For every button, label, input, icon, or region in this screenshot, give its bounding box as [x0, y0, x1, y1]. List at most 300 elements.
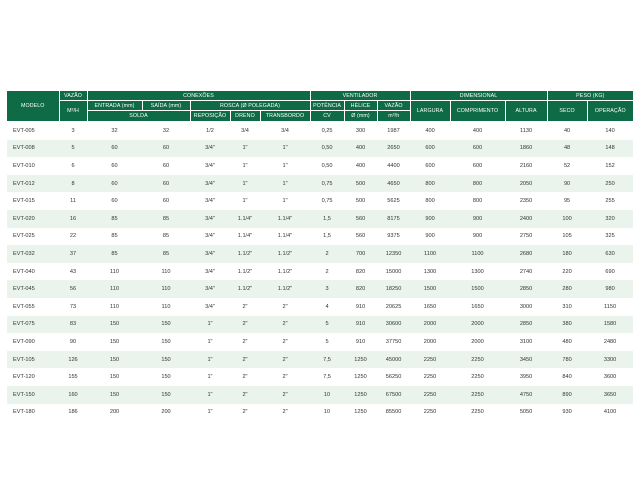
- table-cell: 3/4: [260, 122, 310, 140]
- header-modelo: MODELO: [7, 91, 59, 122]
- table-cell: 0,25: [310, 122, 344, 140]
- table-cell: 3/4": [190, 210, 230, 228]
- header-reposicao: REPOSIÇÃO: [190, 111, 230, 122]
- model-cell: EVT-010: [7, 157, 59, 175]
- table-cell: 2650: [377, 140, 410, 158]
- table-cell: 700: [344, 245, 377, 263]
- table-cell: 2250: [450, 368, 505, 386]
- table-cell: 5050: [505, 404, 547, 422]
- table-cell: 150: [87, 333, 142, 351]
- table-cell: 73: [59, 298, 87, 316]
- table-cell: 7,5: [310, 351, 344, 369]
- table-cell: 800: [450, 192, 505, 210]
- table-cell: 2000: [410, 333, 450, 351]
- table-cell: 150: [87, 316, 142, 334]
- table-cell: 250: [587, 175, 633, 193]
- table-cell: 900: [450, 228, 505, 246]
- header-dimensional: DIMENSIONAL: [410, 91, 547, 101]
- header-seco: SECO: [547, 101, 587, 122]
- header-ventilador: VENTILADOR: [310, 91, 410, 101]
- table-cell: 152: [587, 157, 633, 175]
- table-cell: 2": [230, 386, 260, 404]
- table-cell: 800: [450, 175, 505, 193]
- table-cell: 150: [87, 351, 142, 369]
- table-cell: 1.1/4": [230, 210, 260, 228]
- table-cell: 9375: [377, 228, 410, 246]
- table-cell: 1,5: [310, 228, 344, 246]
- table-cell: 4100: [587, 404, 633, 422]
- table-row: [7, 175, 633, 193]
- table-cell: 3: [59, 122, 87, 140]
- table-cell: 150: [142, 333, 190, 351]
- table-cell: 5: [310, 333, 344, 351]
- table-cell: 85: [142, 228, 190, 246]
- table-cell: 95: [547, 192, 587, 210]
- header-largura: LARGURA: [410, 101, 450, 122]
- table-cell: 2": [260, 351, 310, 369]
- table-cell: 1": [190, 316, 230, 334]
- table-cell: 48: [547, 140, 587, 158]
- table-header: [7, 91, 633, 122]
- table-cell: 85: [87, 210, 142, 228]
- table-cell: 2": [230, 404, 260, 422]
- table-body: [7, 122, 633, 422]
- table-cell: 280: [547, 280, 587, 298]
- table-cell: 2": [260, 404, 310, 422]
- header-transbordo: TRANSBORDO: [260, 111, 310, 122]
- table-cell: 2": [260, 368, 310, 386]
- table-cell: 1,5: [310, 210, 344, 228]
- table-cell: 1": [230, 175, 260, 193]
- table-cell: 1.1/4": [260, 228, 310, 246]
- model-cell: EVT-032: [7, 245, 59, 263]
- table-cell: 3: [310, 280, 344, 298]
- table-cell: 56250: [377, 368, 410, 386]
- table-cell: 1.1/2": [260, 245, 310, 263]
- table-cell: 890: [547, 386, 587, 404]
- table-cell: 45000: [377, 351, 410, 369]
- table-cell: 11: [59, 192, 87, 210]
- table-cell: 186: [59, 404, 87, 422]
- table-cell: 1130: [505, 122, 547, 140]
- table-cell: 2250: [450, 351, 505, 369]
- model-cell: EVT-090: [7, 333, 59, 351]
- table-cell: 90: [59, 333, 87, 351]
- table-cell: 110: [87, 298, 142, 316]
- table-row: [7, 386, 633, 404]
- header-comprimento: COMPRIMENTO: [450, 101, 505, 122]
- table-cell: 930: [547, 404, 587, 422]
- table-cell: 32: [87, 122, 142, 140]
- table-cell: 1": [230, 140, 260, 158]
- header-saida: SAÍDA (mm): [142, 101, 190, 111]
- table-cell: 56: [59, 280, 87, 298]
- table-cell: 600: [450, 157, 505, 175]
- table-cell: 110: [142, 280, 190, 298]
- header-altura: ALTURA: [505, 101, 547, 122]
- table-cell: 3/4": [190, 263, 230, 281]
- table-cell: 4650: [377, 175, 410, 193]
- table-cell: 3/4": [190, 157, 230, 175]
- table-cell: 3650: [587, 386, 633, 404]
- table-cell: 83: [59, 316, 87, 334]
- table-cell: 4400: [377, 157, 410, 175]
- header-rosca: ROSCA (Ø POLEGADA): [190, 101, 310, 111]
- table-cell: 85: [142, 245, 190, 263]
- table-cell: 43: [59, 263, 87, 281]
- table-cell: 0,75: [310, 175, 344, 193]
- table-cell: 480: [547, 333, 587, 351]
- table-cell: 8: [59, 175, 87, 193]
- table-cell: 1": [190, 404, 230, 422]
- header-solda: SOLDA: [87, 111, 190, 122]
- table-cell: 690: [587, 263, 633, 281]
- table-cell: 500: [344, 175, 377, 193]
- table-cell: 1.1/2": [260, 263, 310, 281]
- table-cell: 2250: [410, 404, 450, 422]
- table-cell: 3/4": [190, 228, 230, 246]
- header-helice: HÉLICE: [344, 101, 377, 111]
- table-cell: 2680: [505, 245, 547, 263]
- table-cell: 2250: [450, 404, 505, 422]
- table-cell: 2": [260, 386, 310, 404]
- table-cell: 2": [260, 333, 310, 351]
- table-cell: 110: [87, 263, 142, 281]
- table-row: [7, 333, 633, 351]
- table-cell: 60: [87, 175, 142, 193]
- table-cell: 2": [230, 368, 260, 386]
- table-cell: 60: [142, 175, 190, 193]
- table-cell: 2350: [505, 192, 547, 210]
- table-cell: 0,75: [310, 192, 344, 210]
- table-cell: 1": [230, 192, 260, 210]
- table-cell: 150: [87, 368, 142, 386]
- table-cell: 37: [59, 245, 87, 263]
- model-cell: EVT-015: [7, 192, 59, 210]
- table-cell: 2: [310, 263, 344, 281]
- table-cell: 400: [344, 140, 377, 158]
- table-cell: 220: [547, 263, 587, 281]
- table-cell: 140: [587, 122, 633, 140]
- table-cell: 2000: [410, 316, 450, 334]
- table-cell: 3/4": [190, 192, 230, 210]
- table-cell: 2250: [410, 368, 450, 386]
- table-cell: 1": [260, 140, 310, 158]
- model-cell: EVT-105: [7, 351, 59, 369]
- specifications-table: [7, 91, 633, 421]
- table-cell: 3450: [505, 351, 547, 369]
- table-cell: 380: [547, 316, 587, 334]
- table-cell: 2000: [450, 333, 505, 351]
- table-cell: 600: [410, 140, 450, 158]
- header-peso: PESO (KG): [547, 91, 633, 101]
- table-cell: 16: [59, 210, 87, 228]
- table-cell: 0,50: [310, 157, 344, 175]
- table-cell: 600: [450, 140, 505, 158]
- table-cell: 3300: [587, 351, 633, 369]
- table-cell: 60: [142, 140, 190, 158]
- table-cell: 320: [587, 210, 633, 228]
- table-cell: 560: [344, 210, 377, 228]
- table-row: [7, 228, 633, 246]
- table-cell: 5: [59, 140, 87, 158]
- table-cell: 900: [450, 210, 505, 228]
- table-row: [7, 404, 633, 422]
- table-cell: 1": [190, 351, 230, 369]
- table-cell: 2": [230, 333, 260, 351]
- table-cell: 325: [587, 228, 633, 246]
- table-cell: 300: [344, 122, 377, 140]
- table-row: [7, 298, 633, 316]
- header-conexoes: CONEXÕES: [87, 91, 310, 101]
- table-cell: 820: [344, 263, 377, 281]
- header-diam: Ø (mm): [344, 111, 377, 122]
- table-cell: 60: [87, 192, 142, 210]
- table-cell: 2400: [505, 210, 547, 228]
- table-cell: 1/2: [190, 122, 230, 140]
- table-row: [7, 316, 633, 334]
- table-cell: 100: [547, 210, 587, 228]
- table-cell: 90: [547, 175, 587, 193]
- table-row: [7, 245, 633, 263]
- table-cell: 400: [450, 122, 505, 140]
- table-cell: 150: [87, 386, 142, 404]
- table-cell: 105: [547, 228, 587, 246]
- table-cell: 3100: [505, 333, 547, 351]
- table-cell: 2": [230, 316, 260, 334]
- table-cell: 560: [344, 228, 377, 246]
- table-cell: 110: [142, 263, 190, 281]
- table-cell: 110: [142, 298, 190, 316]
- table-cell: 148: [587, 140, 633, 158]
- table-cell: 37750: [377, 333, 410, 351]
- table-cell: 2": [230, 298, 260, 316]
- header-potencia: POTÊNCIA: [310, 101, 344, 111]
- header-entrada: ENTRADA (mm): [87, 101, 142, 111]
- table-cell: 1300: [450, 263, 505, 281]
- model-cell: EVT-150: [7, 386, 59, 404]
- table-row: [7, 192, 633, 210]
- table-cell: 7,5: [310, 368, 344, 386]
- table-cell: 1": [190, 386, 230, 404]
- table-cell: 1987: [377, 122, 410, 140]
- table-cell: 12350: [377, 245, 410, 263]
- table-cell: 900: [410, 228, 450, 246]
- table-cell: 200: [142, 404, 190, 422]
- table-cell: 150: [142, 386, 190, 404]
- table-cell: 1650: [450, 298, 505, 316]
- table-cell: 1150: [587, 298, 633, 316]
- table-cell: 2850: [505, 280, 547, 298]
- table-cell: 6: [59, 157, 87, 175]
- table-cell: 2250: [450, 386, 505, 404]
- table-row: [7, 351, 633, 369]
- table-cell: 200: [87, 404, 142, 422]
- table-cell: 980: [587, 280, 633, 298]
- table-cell: 2250: [410, 351, 450, 369]
- table-cell: 126: [59, 351, 87, 369]
- table-cell: 60: [142, 157, 190, 175]
- table-cell: 400: [410, 122, 450, 140]
- table-cell: 15000: [377, 263, 410, 281]
- table-cell: 4750: [505, 386, 547, 404]
- table-cell: 1100: [450, 245, 505, 263]
- table-cell: 1.1/4": [230, 228, 260, 246]
- table-cell: 67500: [377, 386, 410, 404]
- model-cell: EVT-075: [7, 316, 59, 334]
- table-cell: 85: [87, 245, 142, 263]
- table-cell: 60: [87, 140, 142, 158]
- table-cell: 2": [230, 351, 260, 369]
- model-cell: EVT-020: [7, 210, 59, 228]
- model-cell: EVT-008: [7, 140, 59, 158]
- table-cell: 1.1/2": [230, 280, 260, 298]
- table-cell: 255: [587, 192, 633, 210]
- table-cell: 22: [59, 228, 87, 246]
- table-cell: 820: [344, 280, 377, 298]
- table-cell: 1860: [505, 140, 547, 158]
- table-cell: 150: [142, 368, 190, 386]
- table-cell: 1.1/4": [260, 210, 310, 228]
- table-cell: 1250: [344, 351, 377, 369]
- model-cell: EVT-025: [7, 228, 59, 246]
- table-cell: 2: [310, 245, 344, 263]
- table-cell: 1650: [410, 298, 450, 316]
- table-cell: 1300: [410, 263, 450, 281]
- table-cell: 310: [547, 298, 587, 316]
- table-cell: 5625: [377, 192, 410, 210]
- table-cell: 800: [410, 175, 450, 193]
- table-cell: 2000: [450, 316, 505, 334]
- table-cell: 400: [344, 157, 377, 175]
- header-vazao-unit: M³/H: [59, 101, 87, 122]
- table-cell: 155: [59, 368, 87, 386]
- header-cv: CV: [310, 111, 344, 122]
- table-cell: 10: [310, 404, 344, 422]
- table-cell: 2480: [587, 333, 633, 351]
- table-cell: 3000: [505, 298, 547, 316]
- table-cell: 1": [190, 333, 230, 351]
- table-cell: 1250: [344, 368, 377, 386]
- table-cell: 1100: [410, 245, 450, 263]
- table-cell: 150: [142, 351, 190, 369]
- table-cell: 800: [410, 192, 450, 210]
- table-cell: 1.1/2": [260, 280, 310, 298]
- table-cell: 1250: [344, 404, 377, 422]
- table-cell: 20625: [377, 298, 410, 316]
- table-cell: 2750: [505, 228, 547, 246]
- table-cell: 900: [410, 210, 450, 228]
- table-cell: 1.1/2": [230, 263, 260, 281]
- table-cell: 1250: [344, 386, 377, 404]
- table-cell: 630: [587, 245, 633, 263]
- table-cell: 110: [87, 280, 142, 298]
- table-cell: 2": [260, 298, 310, 316]
- table-cell: 2160: [505, 157, 547, 175]
- table-cell: 32: [142, 122, 190, 140]
- table-row: [7, 122, 633, 140]
- table-cell: 85: [87, 228, 142, 246]
- table-cell: 1": [260, 175, 310, 193]
- header-vazao-vent: VAZÃO: [377, 101, 410, 111]
- table-cell: 500: [344, 192, 377, 210]
- table-cell: 3600: [587, 368, 633, 386]
- table-cell: 10: [310, 386, 344, 404]
- table-cell: 0,50: [310, 140, 344, 158]
- table-cell: 52: [547, 157, 587, 175]
- header-operacao: OPERAÇÃO: [587, 101, 633, 122]
- table-row: [7, 280, 633, 298]
- model-cell: EVT-005: [7, 122, 59, 140]
- model-cell: EVT-012: [7, 175, 59, 193]
- table-cell: 3950: [505, 368, 547, 386]
- table-cell: 1500: [450, 280, 505, 298]
- table-cell: 3/4": [190, 280, 230, 298]
- table-cell: 85500: [377, 404, 410, 422]
- table-row: [7, 210, 633, 228]
- table-cell: 3/4: [230, 122, 260, 140]
- table-cell: 1.1/2": [230, 245, 260, 263]
- header-m3h: m³/h: [377, 111, 410, 122]
- table-cell: 30600: [377, 316, 410, 334]
- header-dreno: DRENO: [230, 111, 260, 122]
- table-cell: 1": [230, 157, 260, 175]
- table-cell: 160: [59, 386, 87, 404]
- model-cell: EVT-120: [7, 368, 59, 386]
- model-cell: EVT-040: [7, 263, 59, 281]
- model-cell: EVT-180: [7, 404, 59, 422]
- table-cell: 1580: [587, 316, 633, 334]
- table-cell: 2740: [505, 263, 547, 281]
- table-cell: 2250: [410, 386, 450, 404]
- table-cell: 1": [190, 368, 230, 386]
- table-cell: 1": [260, 192, 310, 210]
- table-cell: 600: [410, 157, 450, 175]
- table-cell: 910: [344, 316, 377, 334]
- table-cell: 910: [344, 333, 377, 351]
- table-cell: 840: [547, 368, 587, 386]
- table-cell: 4: [310, 298, 344, 316]
- table-row: [7, 368, 633, 386]
- table-cell: 910: [344, 298, 377, 316]
- table-row: [7, 140, 633, 158]
- table-cell: 2850: [505, 316, 547, 334]
- model-cell: EVT-045: [7, 280, 59, 298]
- table-cell: 60: [87, 157, 142, 175]
- table-cell: 85: [142, 210, 190, 228]
- table-cell: 3/4": [190, 140, 230, 158]
- model-cell: EVT-055: [7, 298, 59, 316]
- table-cell: 60: [142, 192, 190, 210]
- table-cell: 3/4": [190, 175, 230, 193]
- table-row: [7, 263, 633, 281]
- table-cell: 8175: [377, 210, 410, 228]
- table-cell: 1": [260, 157, 310, 175]
- table-cell: 780: [547, 351, 587, 369]
- table-cell: 3/4": [190, 298, 230, 316]
- table-cell: 150: [142, 316, 190, 334]
- table-cell: 3/4": [190, 245, 230, 263]
- table-cell: 5: [310, 316, 344, 334]
- table-cell: 40: [547, 122, 587, 140]
- table-cell: 1500: [410, 280, 450, 298]
- table-cell: 2050: [505, 175, 547, 193]
- table-cell: 2": [260, 316, 310, 334]
- table-cell: 18250: [377, 280, 410, 298]
- header-vazao: VAZÃO: [59, 91, 87, 101]
- table-row: [7, 157, 633, 175]
- table-cell: 180: [547, 245, 587, 263]
